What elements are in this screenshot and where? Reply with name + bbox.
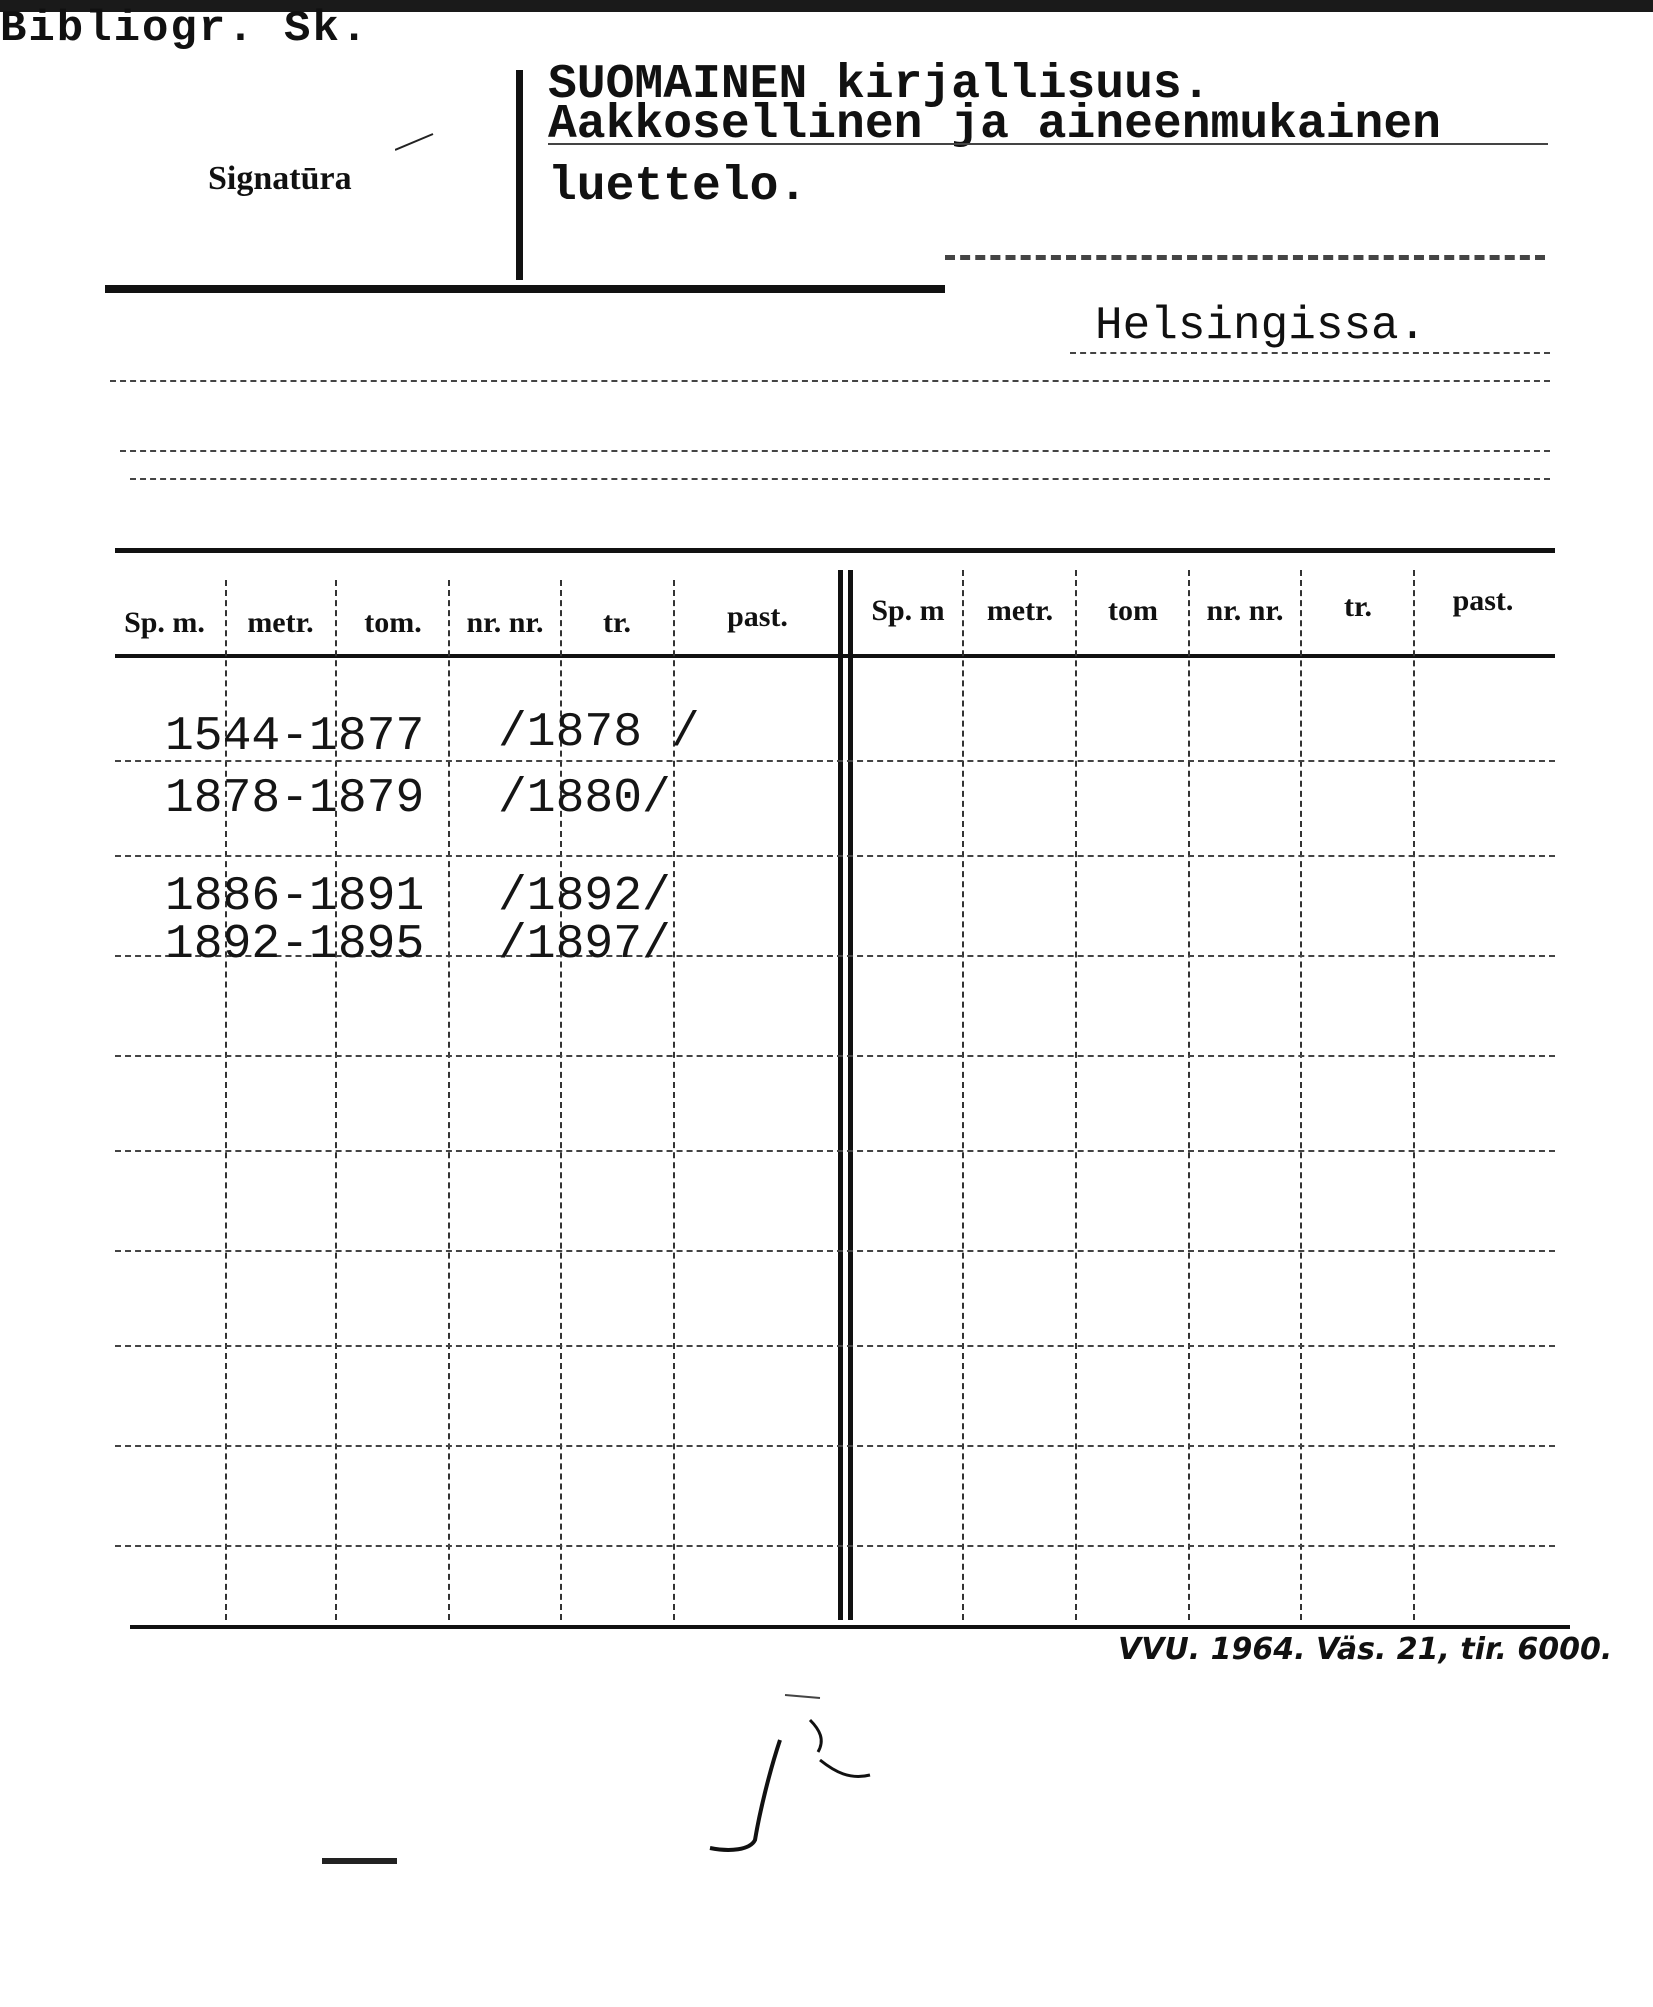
row-rule-4 (115, 1055, 1555, 1057)
title-line-3: luettelo. (548, 160, 808, 214)
header-bottom-rule-right (945, 255, 1545, 260)
col-header-tr-right: tr. (1343, 590, 1373, 623)
center-double-rule-a (838, 570, 843, 1620)
blank-line-2 (110, 380, 1550, 382)
row-rule-8 (115, 1445, 1555, 1447)
col-header-past-left: past. (727, 600, 788, 633)
title-underline-1 (548, 143, 1548, 145)
signature-tick-mark (395, 130, 435, 155)
row-rule-5 (115, 1150, 1555, 1152)
row-rule-9 (115, 1545, 1555, 1547)
col-header-sp-m-right: Sp. m (871, 594, 945, 627)
entry-range-2: 1878-1879 (165, 772, 425, 826)
col-rule-9 (1300, 570, 1302, 1620)
blank-line-3 (120, 450, 1550, 452)
row-rule-7 (115, 1345, 1555, 1347)
entry-next-4: /1897/ (498, 918, 671, 972)
blank-line-4 (130, 478, 1550, 480)
handwritten-mark (700, 1680, 900, 1860)
entry-range-1: 1544-1877 (165, 710, 425, 764)
col-rule-8 (1188, 570, 1190, 1620)
title-line-2: Aakkosellinen ja aineenmukainen (548, 98, 1441, 152)
col-rule-7 (1075, 570, 1077, 1620)
signature-label: Signatūra (208, 160, 352, 197)
col-rule-10 (1413, 570, 1415, 1620)
top-label: Bibliogr. Sk. (0, 4, 370, 54)
printer-note: VVU. 1964. Väs. 21, tir. 6000. (1118, 1632, 1613, 1667)
blank-line-1 (1070, 352, 1550, 354)
col-rule-6 (962, 570, 964, 1620)
entry-next-2: /1880/ (498, 772, 671, 826)
row-rule-6 (115, 1250, 1555, 1252)
table-top-rule (115, 548, 1555, 553)
col-header-metr-left: metr. (247, 606, 314, 639)
entry-range-3: 1886-1891 (165, 870, 425, 924)
col-header-tom-right: tom (1108, 594, 1158, 627)
col-header-tr-left: tr. (602, 606, 632, 639)
bottom-smudge (322, 1858, 397, 1864)
table-bottom-rule (130, 1625, 1570, 1629)
col-header-nrnr-left: nr. nr. (466, 606, 544, 639)
entry-range-4: 1892-1895 (165, 918, 425, 972)
header-bottom-rule (105, 285, 945, 293)
entry-next-3: /1892/ (498, 870, 671, 924)
col-header-past-right: past. (1452, 584, 1514, 617)
col-header-metr-right: metr. (986, 594, 1054, 627)
col-header-tom-left: tom. (364, 606, 422, 639)
col-rule-3 (448, 580, 450, 1620)
entry-next-1: /1878 / (498, 706, 700, 760)
col-header-sp-m-left: Sp. m. (124, 606, 205, 639)
row-rule-2 (115, 855, 1555, 857)
col-header-nrnr-right: nr. nr. (1206, 594, 1284, 627)
title-bold-word: SUOMAINEN (548, 58, 808, 112)
table-header-rule (115, 654, 1555, 658)
center-double-rule-b (848, 570, 853, 1620)
title-line-1-rest: kirjallisuus. (807, 58, 1211, 112)
place-text: Helsingissa. (1095, 300, 1427, 352)
header-divider (516, 70, 523, 280)
